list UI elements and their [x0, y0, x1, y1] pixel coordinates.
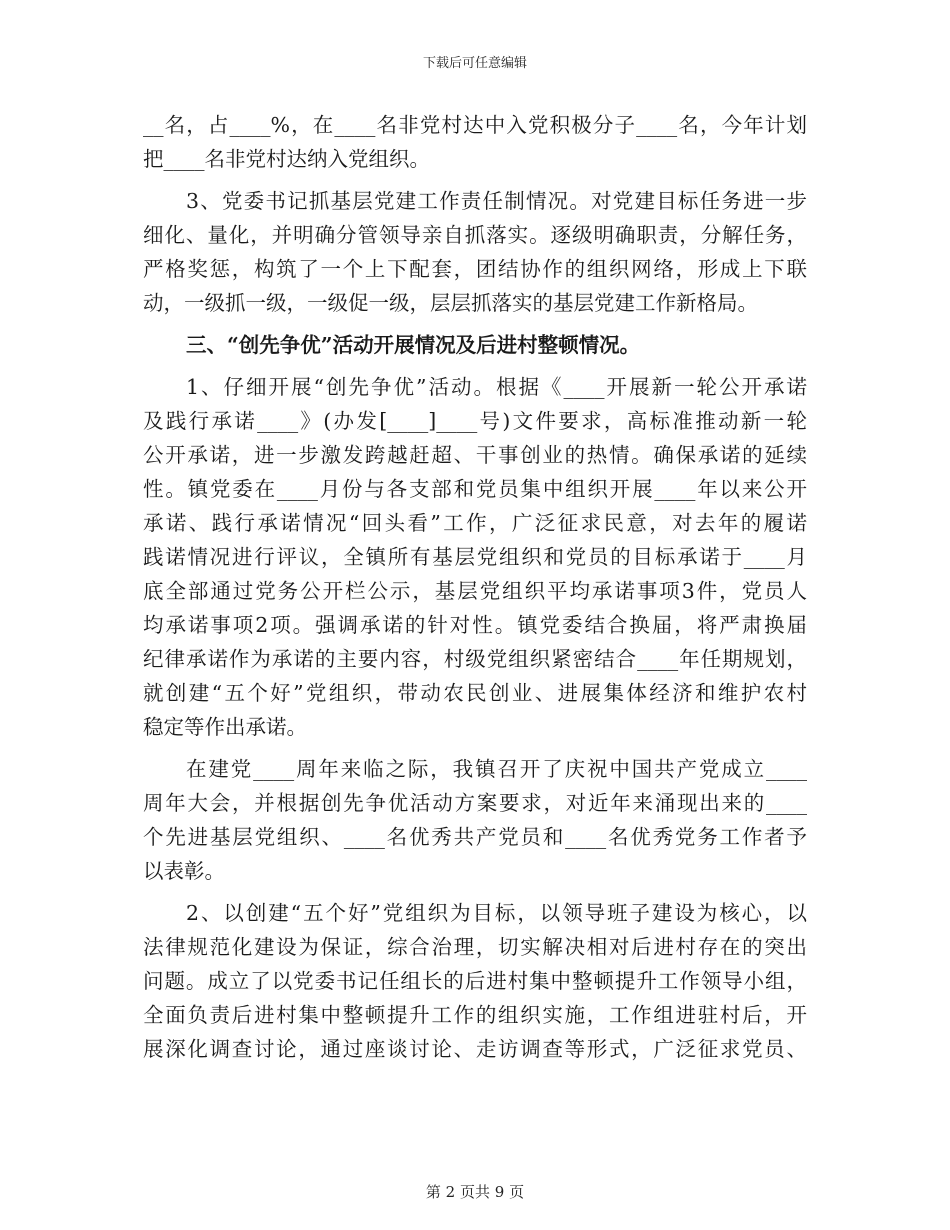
paragraph-line: 动，一级抓一级，一级促一级，层层抓落实的基层党建工作新格局。: [143, 291, 758, 315]
paragraph-line: 3、党委书记抓基层党建工作责任制情况。对党建目标任务进一步: [186, 189, 807, 213]
paragraph-line: 公开承诺，进一步激发跨越赶超、干事创业的热情。确保承诺的延续: [143, 443, 807, 467]
paragraph-line: 承诺、践行承诺情况“回头看”工作，广泛征求民意，对去年的履诺: [143, 511, 807, 535]
paragraph-line: 2、以创建“五个好”党组织为目标，以领导班子建设为核心，以: [186, 901, 807, 925]
paragraph-line: 周年大会，并根据创先争优活动方案要求，对近年来涌现出来的____: [143, 791, 807, 815]
paragraph-line: 问题。成立了以党委书记任组长的后进村集中整顿提升工作领导小组，: [143, 969, 807, 993]
paragraph-line: 性。镇党委在____月份与各支部和党员集中组织开展____年以来公开: [143, 477, 807, 501]
paragraph-line: __名，占____%，在____名非党村达中入党积极分子____名，今年计划: [143, 113, 807, 137]
paragraph-line: 均承诺事项2项。强调承诺的针对性。镇党委结合换届，将严肃换届: [143, 613, 807, 637]
paragraph-line: 底全部通过党务公开栏公示，基层党组织平均承诺事项3件，党员人: [143, 579, 807, 603]
document-body: [143, 108, 807, 1066]
paragraph-line: 细化、量化，并明确分管领导亲自抓落实。逐级明确职责，分解任务，: [143, 223, 807, 247]
page-header: 下载后可任意编辑: [422, 56, 527, 71]
paragraph-line: 法律规范化建设为保证，综合治理，切实解决相对后进村存在的突出: [143, 935, 807, 959]
section-heading: 三、“创先争优”活动开展情况及后进村整顿情况。: [186, 333, 641, 357]
paragraph-line: 以表彰。: [143, 859, 225, 883]
paragraph-line: 践诺情况进行评议，全镇所有基层党组织和党员的目标承诺于____月: [143, 545, 807, 569]
paragraph-line: 就创建“五个好”党组织，带动农民创业、进展集体经济和维护农村: [143, 681, 807, 705]
paragraph-line: 在建党____周年来临之际，我镇召开了庆祝中国共产党成立____: [186, 757, 807, 781]
paragraph-line: 1、仔细开展“创先争优”活动。根据《____开展新一轮公开承诺: [186, 375, 807, 399]
paragraph-line: 及践行承诺____》(办发[____]____号)文件要求，高标准推动新一轮: [143, 409, 807, 433]
paragraph-line: 展深化调查讨论，通过座谈讨论、走访调查等形式，广泛征求党员、: [143, 1037, 807, 1061]
paragraph-line: 稳定等作出承诺。: [143, 715, 307, 739]
page-footer: 第 2 页共 9 页: [425, 1183, 525, 1201]
paragraph-line: 个先进基层党组织、____名优秀共产党员和____名优秀党务工作者予: [143, 825, 807, 849]
paragraph-line: 全面负责后进村集中整顿提升工作的组织实施，工作组进驻村后，开: [143, 1003, 807, 1027]
paragraph-line: 把____名非党村达纳入党组织。: [143, 147, 430, 171]
paragraph-line: 严格奖惩，构筑了一个上下配套，团结协作的组织网络，形成上下联: [143, 257, 807, 281]
paragraph-line: 纪律承诺作为承诺的主要内容，村级党组织紧密结合____年任期规划，: [143, 647, 807, 671]
